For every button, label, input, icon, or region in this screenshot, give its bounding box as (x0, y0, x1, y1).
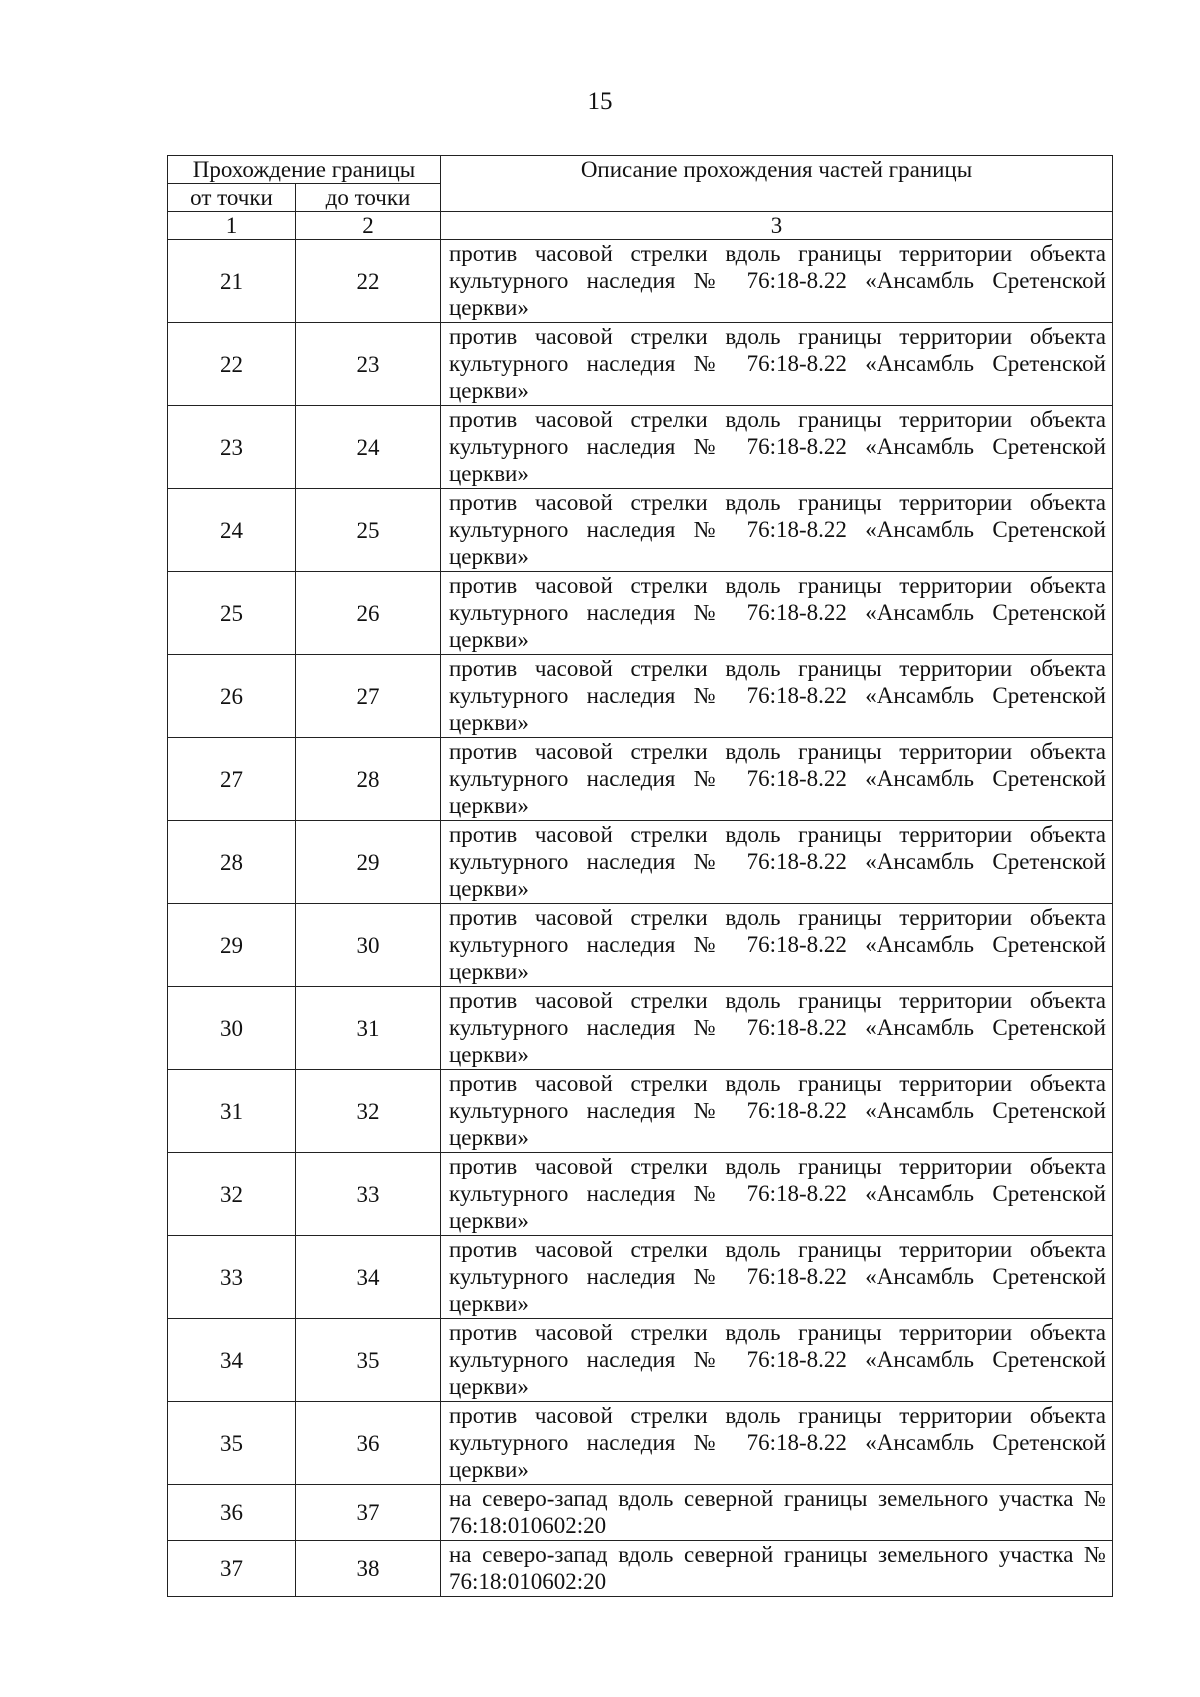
to-point-cell: 31 (296, 987, 441, 1070)
table-row (168, 240, 1113, 323)
from-point-cell: 32 (168, 1153, 296, 1236)
table-row (168, 1485, 1113, 1541)
from-point-cell: 35 (168, 1402, 296, 1485)
description-cell: против часовой стрелки вдоль границы территории объекта культурного наследия № 76:18-8.22 «Ансамбль Сретенской церкви» (441, 987, 1113, 1070)
to-point-cell: 35 (296, 1319, 441, 1402)
from-point-cell: 25 (168, 572, 296, 655)
table-row (168, 1153, 1113, 1236)
table-row (168, 987, 1113, 1070)
table-row (168, 1541, 1113, 1597)
from-point-cell: 34 (168, 1319, 296, 1402)
description-cell: против часовой стрелки вдоль границы территории объекта культурного наследия № 76:18-8.22 «Ансамбль Сретенской церкви» (441, 1402, 1113, 1485)
table-row (168, 1402, 1113, 1485)
description-cell: против часовой стрелки вдоль границы территории объекта культурного наследия № 76:18-8.22 «Ансамбль Сретенской церкви» (441, 489, 1113, 572)
header-row-1 (168, 156, 1113, 184)
table-row (168, 738, 1113, 821)
from-point-cell: 30 (168, 987, 296, 1070)
to-point-cell: 27 (296, 655, 441, 738)
description-cell: против часовой стрелки вдоль границы территории объекта культурного наследия № 76:18-8.22 «Ансамбль Сретенской церкви» (441, 1153, 1113, 1236)
description-cell: против часовой стрелки вдоль границы территории объекта культурного наследия № 76:18-8.22 «Ансамбль Сретенской церкви» (441, 1236, 1113, 1319)
table-row (168, 1070, 1113, 1153)
description-cell: против часовой стрелки вдоль границы территории объекта культурного наследия № 76:18-8.22 «Ансамбль Сретенской церкви» (441, 904, 1113, 987)
column-number-2: 2 (296, 212, 441, 240)
description-cell: на северо-запад вдоль северной границы земельного участка № 76:18:010602:20 (441, 1485, 1113, 1541)
to-point-cell: 32 (296, 1070, 441, 1153)
header-boundary-passage: Прохождение границы (168, 156, 441, 184)
page-number: 15 (587, 88, 613, 115)
to-point-cell: 26 (296, 572, 441, 655)
column-number-1: 1 (168, 212, 296, 240)
boundary-table (167, 155, 1113, 1597)
to-point-cell: 38 (296, 1541, 441, 1597)
to-point-cell: 30 (296, 904, 441, 987)
table-body (168, 240, 1113, 1597)
description-cell: против часовой стрелки вдоль границы территории объекта культурного наследия № 76:18-8.22 «Ансамбль Сретенской церкви» (441, 323, 1113, 406)
header-row-numbers (168, 212, 1113, 240)
table-row (168, 1319, 1113, 1402)
to-point-cell: 34 (296, 1236, 441, 1319)
to-point-cell: 33 (296, 1153, 441, 1236)
header-from-point: от точки (168, 184, 296, 212)
description-cell: против часовой стрелки вдоль границы территории объекта культурного наследия № 76:18-8.22 «Ансамбль Сретенской церкви» (441, 821, 1113, 904)
to-point-cell: 25 (296, 489, 441, 572)
from-point-cell: 36 (168, 1485, 296, 1541)
description-cell: против часовой стрелки вдоль границы территории объекта культурного наследия № 76:18-8.22 «Ансамбль Сретенской церкви» (441, 738, 1113, 821)
to-point-cell: 36 (296, 1402, 441, 1485)
from-point-cell: 26 (168, 655, 296, 738)
description-cell: против часовой стрелки вдоль границы территории объекта культурного наследия № 76:18-8.22 «Ансамбль Сретенской церкви» (441, 1319, 1113, 1402)
to-point-cell: 22 (296, 240, 441, 323)
to-point-cell: 23 (296, 323, 441, 406)
table-row (168, 904, 1113, 987)
from-point-cell: 29 (168, 904, 296, 987)
column-number-3: 3 (441, 212, 1113, 240)
from-point-cell: 21 (168, 240, 296, 323)
description-cell: на северо-запад вдоль северной границы земельного участка № 76:18:010602:20 (441, 1541, 1113, 1597)
table-row (168, 821, 1113, 904)
to-point-cell: 28 (296, 738, 441, 821)
from-point-cell: 27 (168, 738, 296, 821)
table-row (168, 1236, 1113, 1319)
from-point-cell: 31 (168, 1070, 296, 1153)
from-point-cell: 24 (168, 489, 296, 572)
description-cell: против часовой стрелки вдоль границы территории объекта культурного наследия № 76:18-8.22 «Ансамбль Сретенской церкви» (441, 240, 1113, 323)
from-point-cell: 22 (168, 323, 296, 406)
from-point-cell: 37 (168, 1541, 296, 1597)
to-point-cell: 29 (296, 821, 441, 904)
table-header (168, 156, 1113, 240)
from-point-cell: 23 (168, 406, 296, 489)
description-cell: против часовой стрелки вдоль границы территории объекта культурного наследия № 76:18-8.22 «Ансамбль Сретенской церкви» (441, 655, 1113, 738)
table-row (168, 655, 1113, 738)
description-cell: против часовой стрелки вдоль границы территории объекта культурного наследия № 76:18-8.22 «Ансамбль Сретенской церкви» (441, 406, 1113, 489)
table-row (168, 489, 1113, 572)
description-cell: против часовой стрелки вдоль границы территории объекта культурного наследия № 76:18-8.22 «Ансамбль Сретенской церкви» (441, 572, 1113, 655)
table-row (168, 406, 1113, 489)
table-row (168, 572, 1113, 655)
table-row (168, 323, 1113, 406)
from-point-cell: 33 (168, 1236, 296, 1319)
description-cell: против часовой стрелки вдоль границы территории объекта культурного наследия № 76:18-8.22 «Ансамбль Сретенской церкви» (441, 1070, 1113, 1153)
from-point-cell: 28 (168, 821, 296, 904)
to-point-cell: 37 (296, 1485, 441, 1541)
header-description: Описание прохождения частей границы (441, 156, 1113, 212)
header-to-point: до точки (296, 184, 441, 212)
to-point-cell: 24 (296, 406, 441, 489)
